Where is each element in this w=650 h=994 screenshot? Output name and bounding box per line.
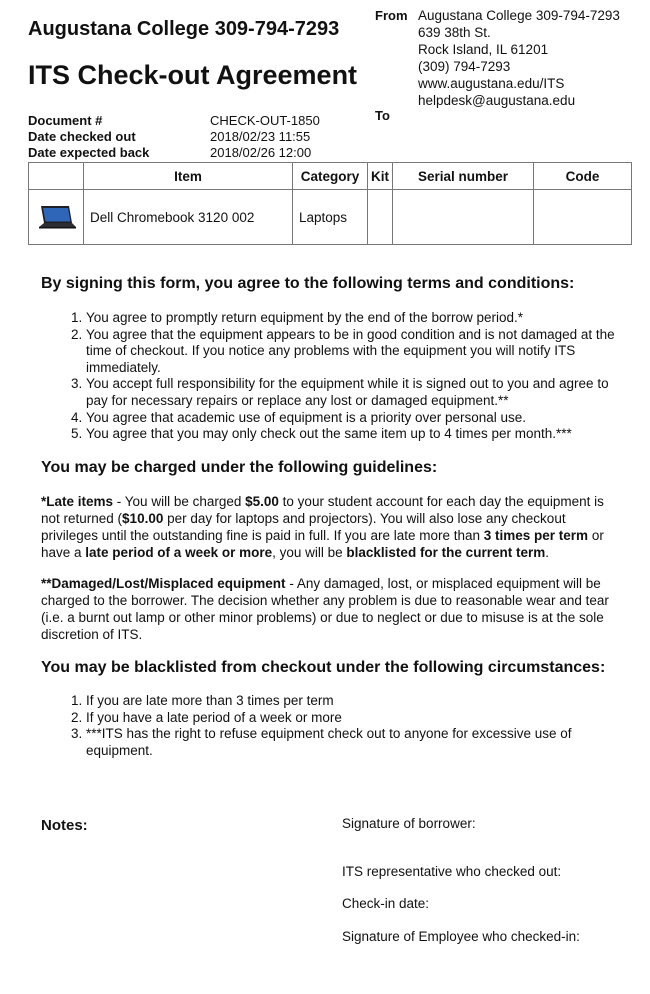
late-items-label: *Late items (41, 494, 114, 509)
signature-borrower-label: Signature of borrower: (342, 816, 476, 831)
cell-icon (29, 190, 84, 245)
cell-kit (368, 190, 393, 245)
items-table (28, 162, 632, 245)
meta-value: 2018/02/26 12:00 (210, 145, 312, 160)
from-line: Rock Island, IL 61201 (418, 42, 549, 57)
laptop-fee-amount: $10.00 (122, 511, 164, 526)
list-item: 3. ***ITS has the right to refuse equipment check out to anyone for excessive use of equipment. (86, 726, 606, 759)
text-run: . (545, 545, 549, 560)
document-title: ITS Check-out Agreement (28, 60, 358, 90)
bold-run: blacklisted for the current term (346, 545, 546, 560)
text-run: per day for laptops and projectors). You will also lose any checkout privileges until the outstanding fine is paid in full. If you are late more than (41, 511, 566, 543)
damaged-label: **Damaged/Lost/Misplaced equipment (41, 576, 286, 591)
col-header-item: Item (84, 163, 293, 190)
table-header-row (29, 163, 632, 190)
blacklist-list (46, 693, 606, 759)
late-fee-amount: $5.00 (245, 494, 279, 509)
list-item: 5. You agree that you may only check out the same item up to 4 times per month.*** (86, 426, 626, 443)
text-run: , you will be (272, 545, 347, 560)
text-run: - Any damaged, lost, or misplaced equipment will be charged to the borrower. The decision whether any problem is due to reasonable wear and tear (i.e. a burnt out lamp or other minor problems) or due to neglect or due to misuse is at the sole discretion of ITS. (41, 576, 609, 642)
late-items-paragraph (41, 493, 621, 561)
its-representative-label: ITS representative who checked out: (342, 864, 562, 879)
from-address (418, 7, 620, 109)
organization-title: Augustana College 309-794-7293 (28, 18, 340, 40)
from-line: www.augustana.edu/ITS (418, 76, 565, 91)
blacklist-heading: You may be blacklisted from checkout under the following circumstances: (41, 659, 606, 676)
cell-category: Laptops (293, 190, 368, 245)
to-label: To (375, 108, 390, 123)
meta-value: CHECK-OUT-1850 (210, 113, 320, 128)
col-header-serial: Serial number (393, 163, 534, 190)
from-label: From (375, 8, 408, 23)
table-row (29, 190, 632, 245)
col-header-icon (29, 163, 84, 190)
cell-item: Dell Chromebook 3120 002 (84, 190, 293, 245)
from-line: 639 38th St. (418, 25, 491, 40)
bold-run: late period of a week or more (85, 545, 273, 560)
col-header-category: Category (293, 163, 368, 190)
notes-label: Notes: (41, 817, 88, 834)
list-item: 4. You agree that academic use of equipment is a priority over personal use. (86, 410, 626, 427)
list-item: 1. You agree to promptly return equipment by the end of the borrow period.* (86, 310, 626, 327)
col-header-kit: Kit (368, 163, 393, 190)
list-item: 3. You accept full responsibility for the equipment while it is signed out to you and agree to pay for necessary repairs or replace any lost or damaged equipment.** (86, 376, 626, 409)
col-header-code: Code (534, 163, 632, 190)
laptop-icon (35, 204, 77, 230)
text-run: to your student account for each day the equipment is not returned ( (41, 494, 604, 526)
from-line: helpdesk@augustana.edu (418, 93, 576, 108)
list-item: 2. If you have a late period of a week or more (86, 710, 606, 727)
list-item: 1. If you are late more than 3 times per term (86, 693, 606, 710)
from-line: Augustana College 309-794-7293 (418, 8, 620, 23)
from-line: (309) 794-7293 (418, 59, 511, 74)
cell-serial (393, 190, 534, 245)
charges-heading: You may be charged under the following guidelines: (41, 459, 438, 476)
cell-code (534, 190, 632, 245)
check-in-date-label: Check-in date: (342, 896, 430, 911)
signature-employee-label: Signature of Employee who checked-in: (342, 929, 580, 944)
meta-value: 2018/02/23 11:55 (210, 129, 311, 144)
damaged-paragraph (41, 575, 621, 643)
terms-list (46, 310, 626, 443)
text-run: or have a (41, 528, 604, 560)
terms-heading: By signing this form, you agree to the following terms and conditions: (41, 275, 575, 292)
bold-run: 3 times per term (483, 528, 589, 543)
meta-label: Date expected back (28, 145, 150, 160)
text-run: - You will be charged (113, 494, 246, 509)
list-item: 2. You agree that the equipment appears to be in good condition and is not damaged at the time of checkout. If you notice any problems with the equipment you will notify ITS immediately. (86, 327, 626, 377)
meta-label: Document # (28, 113, 103, 128)
meta-label: Date checked out (28, 129, 136, 144)
